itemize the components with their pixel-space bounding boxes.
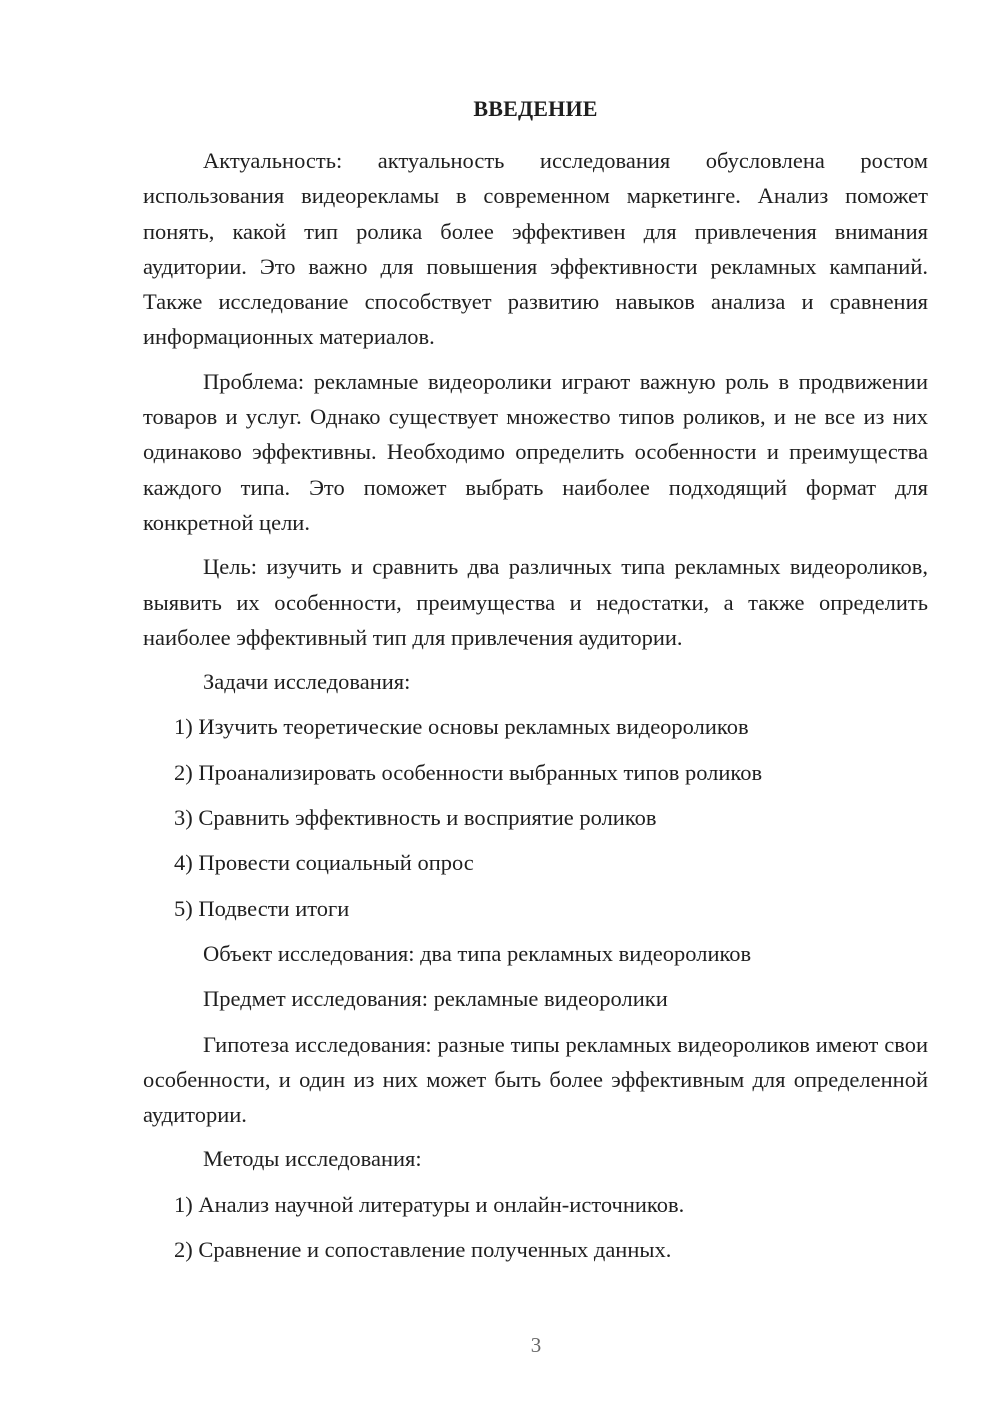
hypothesis-paragraph: Гипотеза исследования: разные типы рекламных видеороликов имеют свои особенности, и один из них может быть более эффективным для определенной аудитории. (143, 1031, 928, 1128)
list-item: 5) Подвести итоги (174, 895, 350, 921)
goal-paragraph: Цель: изучить и сравнить два различных типа рекламных видеороликов, выявить их особенности, преимущества и недостатки, а также определить наиболее эффективный тип для привлечения аудитории. (143, 554, 928, 650)
subject-line: Предмет исследования: рекламные видеоролики (203, 986, 668, 1012)
list-item: 1) Изучить теоретические основы рекламных видеороликов (174, 714, 749, 740)
list-item: 3) Сравнить эффективность и восприятие роликов (174, 805, 657, 831)
object-line: Объект исследования: два типа рекламных видеороликов (203, 940, 752, 966)
tasks-list (143, 709, 928, 925)
page-heading: ВВЕДЕНИЕ (473, 96, 598, 121)
tasks-title: Задачи исследования: (203, 669, 411, 695)
list-item: 4) Провести социальный опрос (174, 850, 474, 876)
page-number: 3 (530, 1333, 542, 1357)
problem-paragraph: Проблема: рекламные видеоролики играют важную роль в продвижении товаров и услуг. Однако существует множество типов роликов, и не все из них одинаково эффективны. Необходимо определить особенности и преимущества каждого типа. Это поможет выбрать наиболее подходящий формат для конкретной цели. (143, 368, 928, 535)
list-item: 2) Сравнение и сопоставление полученных данных. (174, 1237, 672, 1263)
relevance-paragraph: Актуальность: актуальность исследования обусловлена ростом использования видеорекламы в современном маркетинге. Анализ поможет понять, какой тип ролика более эффективен для привлечения внимания аудитории. Это важно для повышения эффективности рекламных кампаний. Также исследование способствует развитию навыков анализа и сравнения информационных материалов. (143, 148, 928, 350)
document-page (143, 94, 928, 1277)
list-item: 1) Анализ научной литературы и онлайн-источников. (174, 1191, 685, 1217)
methods-title: Методы исследования: (203, 1146, 422, 1172)
methods-list (143, 1187, 928, 1268)
list-item: 2) Проанализировать особенности выбранных типов роликов (174, 759, 763, 785)
